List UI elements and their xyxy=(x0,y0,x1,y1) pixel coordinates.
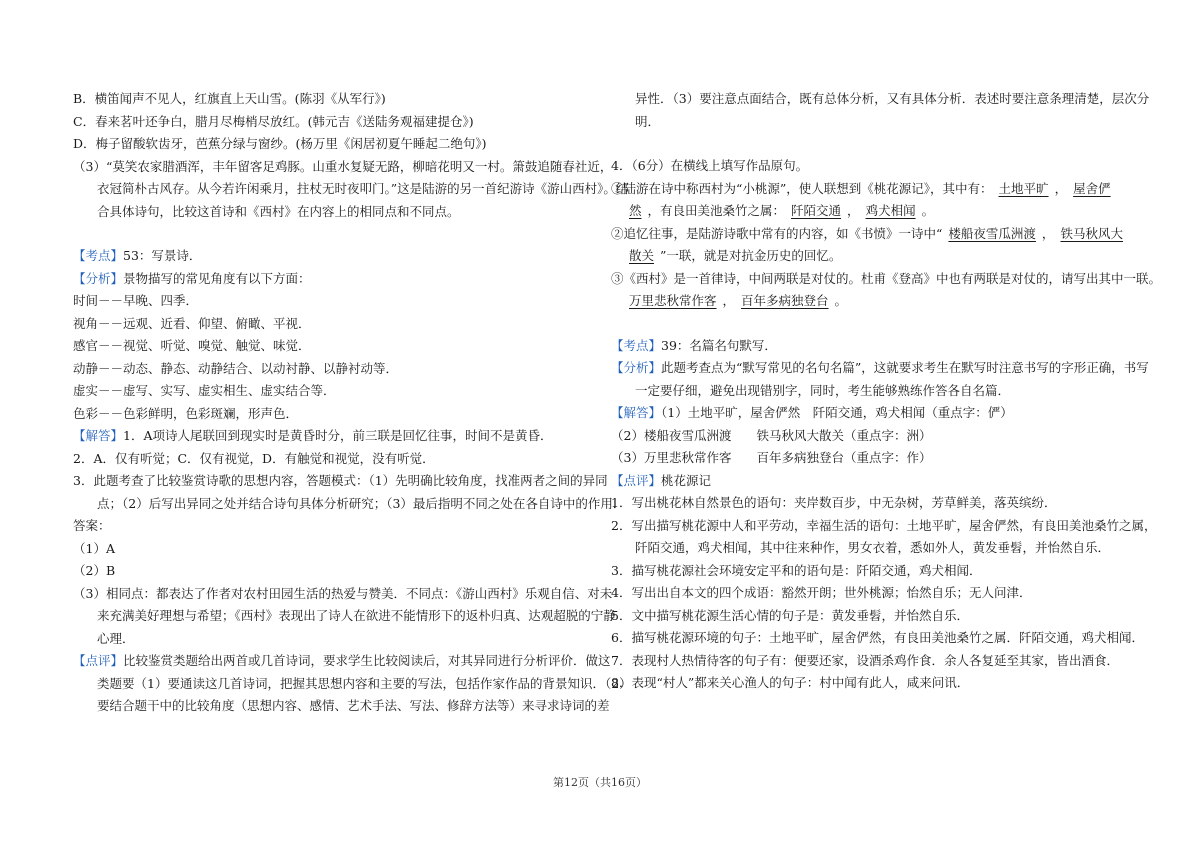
question-4-2-line-2 xyxy=(611,245,1129,268)
point-8: 8．表现“村人”都来关心渔人的句子：村中闻有此人，咸来问讯． xyxy=(611,675,970,690)
q4-1-answer-2-cont: 然 xyxy=(629,203,642,218)
q4-1-prompt: ①陆游在诗中称西村为“小桃源”，使人联想到《桃花源记》，其中有： xyxy=(611,180,993,196)
answer-3-line-1: 3．此题考查了比较鉴赏诗歌的思想内容，答题模式：（1）先明确比较角度，找准两者之间的异同 xyxy=(73,473,608,488)
jieda-tag: 【解答】 xyxy=(73,428,124,443)
page-footer: 第12页（共16页） xyxy=(553,776,647,789)
point-4: 4．写出出自本文的四个成语：豁然开朗；世外桃源；怡然自乐；无人问津． xyxy=(611,585,1032,600)
kaodian-line xyxy=(611,335,1129,358)
jieda-tag: 【解答】 xyxy=(611,405,662,420)
q4-1-answer-2: 屋舍俨 xyxy=(1073,180,1111,196)
point-2-cont: 阡陌交通，鸡犬相闻，其中往来种作，男女衣着，悉如外人，黄发垂髫，并怡然自乐． xyxy=(635,540,1111,555)
right-column xyxy=(611,88,1162,695)
q4-3-answer-1: 万里悲秋常作客 xyxy=(629,293,717,308)
angle-senses: 感官－－视觉、听觉、嗅觉、触觉、味觉． xyxy=(73,338,311,353)
point-1: 1．写出桃花林自然景色的语句：夹岸数百步，中无杂树，芳草鲜美，落英缤纷． xyxy=(611,495,1057,510)
jieda-line xyxy=(611,402,1129,425)
option-d: D．梅子留酸软齿牙，芭蕉分绿与窗纱。(杨万里《闲居初夏午睡起二绝句》) xyxy=(73,136,487,151)
fenxi-text: 景物描写的常见角度有以下方面： xyxy=(123,270,311,286)
option-b: B．横笛闻声不见人，红旗直上天山雪。(陈羽《从军行》) xyxy=(73,91,386,106)
dianping-text: 桃花源记 xyxy=(661,472,712,488)
kaodian-text: 53：写景诗． xyxy=(123,248,202,263)
q4-2-prompt: ②追忆往事，是陆游诗歌中常有的内容，如《书愤》一诗中“ xyxy=(611,225,943,241)
continued-line-2: 明． xyxy=(635,113,661,129)
point-3: 3．描写桃花源社会环境安定平和的语句是：阡陌交通，鸡犬相闻． xyxy=(611,562,982,578)
fenxi-text: 此题考查点为“默写常见的名句名篇”，这就要求考生在默写时注意书写的字形正确，书写 xyxy=(661,360,1149,375)
answer-item-3-line-1: （3）相同点：都表达了作者对农村田园生活的热爱与赞美．不同点：《游山西村》乐观自信、对未 xyxy=(73,585,613,601)
question-3-line-1: （3）“莫笑农家腊酒浑，丰年留客足鸡豚。山重水复疑无路，柳暗花明又一村。箫鼓追随春社近， xyxy=(73,158,613,174)
answer-item-3-line-2: 来充满美好理想与希望；《西村》表现出了诗人在欲进不能情形下的返朴归真、达观超脱的宁静 xyxy=(97,608,616,623)
q4-1-answer-3: 阡陌交通 xyxy=(791,203,842,218)
kaodian-tag: 【考点】 xyxy=(611,337,662,353)
angle-view: 视角－－远观、近看、仰望、俯瞰、平视． xyxy=(73,315,311,331)
angle-virtual: 虚实－－虚写、实写、虚实相生、虚实结合等． xyxy=(73,383,336,398)
dianping-tag: 【点评】 xyxy=(73,653,124,668)
dianping-line-3: 要结合题干中的比较角度（思想内容、感情、艺术手法、写法、修辞方法等）来寻求诗词的差 xyxy=(97,698,610,713)
answer-3-line-2: 点；（2）后写出异同之处并结合诗句具体分析研究；（3）最后指明不同之处在各自诗中的作用． xyxy=(97,495,626,511)
point-2: 2．写出描写桃花源中人和平劳动，幸福生活的语句：土地平旷，屋舍俨然，有良田美池桑竹之属， xyxy=(611,517,1157,533)
answer-item-1: （1）A xyxy=(73,540,115,556)
fenxi-line-2: 一定要仔细，避免出现错别字，同时，考生能够熟练作答各自名篇． xyxy=(635,382,1011,398)
q4-1-answer-4: 鸡犬相闻 xyxy=(865,203,916,218)
dianping-tag: 【点评】 xyxy=(611,472,662,488)
q4-2-answer-2: 铁马秋风大 xyxy=(1060,225,1123,241)
point-7: 7．表现村人热情待客的句子有：便要还家，设酒杀鸡作食．余人各复延至其家，皆出酒食． xyxy=(611,652,1119,668)
question-3-line-2: 衣冠简朴古风存。从今若许闲乘月，拄杖无时夜叩门。”这是陆游的另一首纪游诗《游山西村》。结 xyxy=(97,181,629,196)
answer-label: 答案： xyxy=(73,518,111,533)
kaodian-line xyxy=(73,245,591,268)
kaodian-tag: 【考点】 xyxy=(73,248,124,263)
fenxi-tag: 【分析】 xyxy=(611,360,662,375)
point-6: 6．描写桃花源环境的句子：土地平旷，屋舍俨然，有良田美池桑竹之属．阡陌交通，鸡犬相闻． xyxy=(611,630,1144,645)
jieda-line-2: （2）楼船夜雪瓜洲渡 铁马秋风大散关（重点字：洲） xyxy=(611,427,932,443)
question-4-title: 4．（6分）在横线上填写作品原句。 xyxy=(611,158,809,173)
question-4-3-line-1: ③《西村》是一首律诗，中间两联是对仗的。杜甫《登高》中也有两联是对仗的，请写出其中一联。 xyxy=(611,270,1162,286)
question-4-1-line-1: ①陆游在诗中称西村为“小桃源”，使人联想到《桃花源记》，其中有： 土地平旷 ， 屋舍俨 xyxy=(611,178,1129,201)
dianping-line-2: 类题要（1）要通读这几首诗词，把握其思想内容和主要的写法，包括作家作品的背景知识．（2） xyxy=(97,675,632,691)
fenxi-line xyxy=(611,357,1149,380)
jieda-line xyxy=(73,425,591,448)
jieda-text: （1）土地平旷，屋舍俨然 阡陌交通，鸡犬相闻（重点字：俨） xyxy=(661,405,1013,420)
answer-2: 2．A．仅有听觉；C．仅有视觉，D．有触觉和视觉，没有听觉． xyxy=(73,450,435,466)
q4-2-tail: ”一联，就是对抗金历史的回忆。 xyxy=(660,248,842,263)
q4-1-answer-1: 土地平旷 xyxy=(998,180,1049,196)
jieda-line-3: （3）万里悲秋常作客 百年多病独登台（重点字：作） xyxy=(611,450,932,465)
angle-color: 色彩－－色彩鲜明，色彩斑斓，形声色． xyxy=(73,405,299,421)
continued-line-1: 异性．（3）要注意点面结合，既有总体分析，又有具体分析．表述时要注意条理清楚，层次分 xyxy=(635,91,1150,106)
option-c: C．春来茗叶还争白，腊月尽梅梢尽放红。(韩元吉《送陆务观福建提仓》) xyxy=(73,113,474,129)
question-3-line-3: 合具体诗句，比较这首诗和《西村》在内容上的相同点和不同点。 xyxy=(97,203,460,219)
angle-time: 时间－－早晚、四季． xyxy=(73,293,199,308)
dianping-line xyxy=(611,470,1129,493)
angle-motion: 动静－－动态、静态、动静结合、以动衬静、以静衬动等． xyxy=(73,360,399,376)
answer-item-3-line-3: 心理． xyxy=(97,630,135,646)
kaodian-text: 39：名篇名句默写． xyxy=(661,337,777,353)
fenxi-tag: 【分析】 xyxy=(73,270,124,286)
fenxi-line xyxy=(73,268,591,291)
dianping-text: 比较鉴赏类题给出两首或几首诗词，要求学生比较阅读后，对其异同进行分析评价．做这 xyxy=(123,653,611,668)
q4-1-mid: ，有良田美池桑竹之属： xyxy=(647,203,786,218)
q4-2-answer-2-cont: 散关 xyxy=(629,248,655,263)
left-column xyxy=(73,88,632,718)
dianping-line xyxy=(73,650,611,673)
question-4-2-line-1: ②追忆往事，是陆游诗歌中常有的内容，如《书愤》一诗中“ 楼船夜雪瓜洲渡 ， 铁马秋风大 xyxy=(611,223,1129,246)
question-4-3-line-2: 万里悲秋常作客 ， 百年多病独登台 。 xyxy=(611,290,1129,313)
point-5: 5．文中描写桃花源生活心情的句子是：黄发垂髫，并怡然自乐． xyxy=(611,607,969,623)
q4-3-answer-2: 百年多病独登台 xyxy=(741,293,829,308)
jieda-text: 1．A项诗人尾联回到现实时是黄昏时分，前三联是回忆往事，时间不是黄昏． xyxy=(123,428,553,443)
answer-item-2: （2）B xyxy=(73,563,116,578)
q4-2-answer-1: 楼船夜雪瓜洲渡 xyxy=(948,225,1036,241)
question-4-1-line-2: 然 ，有良田美池桑竹之属： 阡陌交通 ， 鸡犬相闻 。 xyxy=(611,200,1129,223)
